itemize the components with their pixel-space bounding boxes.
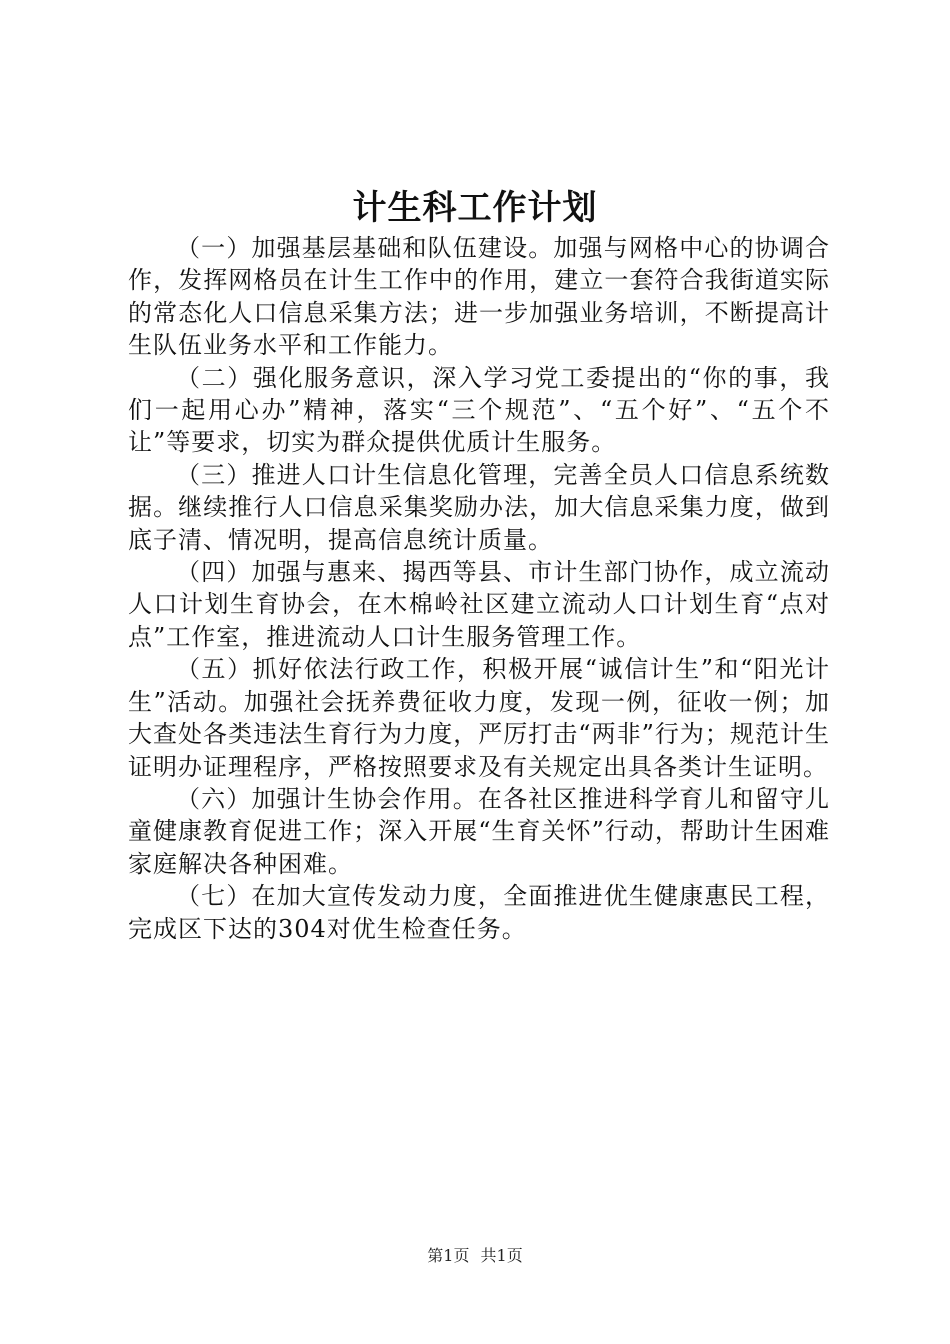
- paragraph-3: （三）推进人口计生信息化管理，完善全员人口信息系统数据。继续推行人口信息采集奖励办法，加大信息采集力度，做到底子清、情况明，提高信息统计质量。: [128, 460, 830, 554]
- document-title: 计生科工作计划: [352, 188, 598, 228]
- paragraph-6: （六）加强计生协会作用。在各社区推进科学育儿和留守儿童健康教育促进工作；深入开展“生育关怀”行动，帮助计生困难家庭解决各种困难。: [128, 784, 830, 878]
- paragraph-5: （五）抓好依法行政工作，积极开展“诚信计生”和“阳光计生”活动。加强社会抚养费征收力度，发现一例，征收一例；加大查处各类违法生育行为力度，严厉打击“两非”行为；规范计生证明办证理程序，严格按照要求及有关规定出具各类计生证明。: [128, 655, 830, 781]
- document-body: [128, 232, 830, 945]
- page-number-current: 第1页: [427, 1246, 470, 1265]
- page-footer: [0, 1244, 950, 1268]
- page-number-total: 共1页: [480, 1246, 523, 1265]
- paragraph-1: （一）加强基层基础和队伍建设。加强与网格中心的协调合作，发挥网格员在计生工作中的作用，建立一套符合我街道实际的常态化人口信息采集方法；进一步加强业务培训，不断提高计生队伍业务水平和工作能力。: [128, 234, 830, 360]
- paragraph-2: （二）强化服务意识，深入学习党工委提出的“你的事，我们一起用心办”精神，落实“三个规范”、“五个好”、“五个不让”等要求，切实为群众提供优质计生服务。: [128, 363, 830, 457]
- paragraph-7: （七）在加大宣传发动力度，全面推进优生健康惠民工程，完成区下达的304对优生检查任务。: [128, 882, 830, 943]
- paragraph-4: （四）加强与惠来、揭西等县、市计生部门协作，成立流动人口计划生育协会，在木棉岭社区建立流动人口计划生育“点对点”工作室，推进流动人口计生服务管理工作。: [128, 558, 830, 651]
